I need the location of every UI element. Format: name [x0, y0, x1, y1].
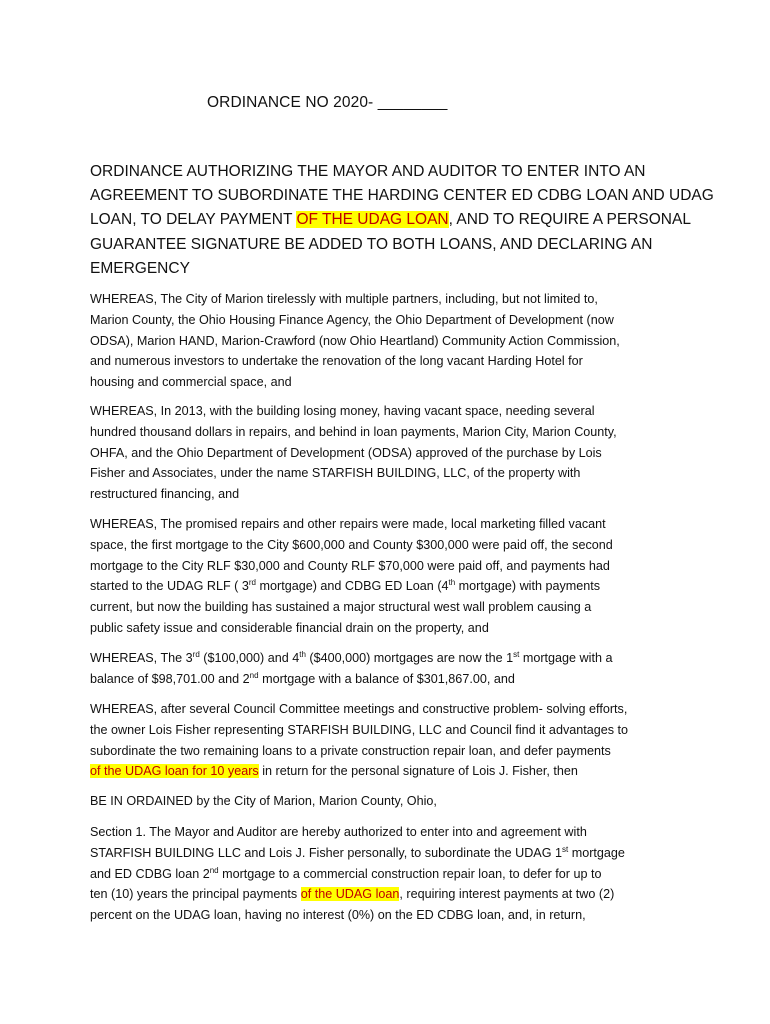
whereas-paragraph-1 [90, 289, 690, 393]
paragraph-line: current, but now the building has sustained a major structural west wall problem causing a [90, 600, 592, 615]
paragraph-line: restructured financing, and [90, 487, 240, 502]
text: ($100,000) and 4 [199, 651, 300, 665]
text: balance of $98,701.00 and 2 [90, 671, 250, 686]
text: mortgage to a commercial construction repair loan, to defer for up to [218, 866, 602, 881]
text: ten (10) years the principal payments [90, 887, 301, 902]
paragraph-line: WHEREAS, The promised repairs and other repairs were made, local marketing filled vacant [90, 517, 606, 531]
paragraph-line: mortgage to the City RLF $30,000 and County RLF $70,000 were paid off, and payments had [90, 558, 610, 573]
paragraph-line: Fisher and Associates, under the name STARFISH BUILDING, LLC, of the property with [90, 466, 581, 481]
paragraph-line: public safety issue and considerable financial drain on the property, and [90, 620, 489, 635]
paragraph-line [90, 669, 690, 690]
paragraph-line: WHEREAS, In 2013, with the building losing money, having vacant space, needing several [90, 404, 595, 418]
title-highlight: OF THE UDAG LOAN [296, 211, 449, 229]
paragraph-line [90, 884, 690, 905]
superscript: rd [248, 578, 257, 588]
superscript: nd [249, 670, 259, 680]
superscript: th [299, 650, 306, 659]
title-line: AGREEMENT TO SUBORDINATE THE HARDING CENTER ED CDBG LOAN AND UDAG [90, 187, 714, 205]
paragraph-line: the owner Lois Fisher representing STARFISH BUILDING, LLC and Council find it advantages to [90, 722, 629, 737]
paragraph-line: and numerous investors to undertake the renovation of the long vacant Harding Hotel for [90, 354, 583, 369]
title-text: LOAN, TO DELAY PAYMENT [90, 211, 297, 229]
paragraph-line: housing and commercial space, and [90, 375, 292, 390]
paragraph-line: subordinate the two remaining loans to a private construction repair loan, and defer payments [90, 743, 611, 758]
whereas-paragraph-4 [90, 648, 690, 690]
paragraph-line: OHFA, and the Ohio Department of Development (ODSA) approved of the purchase by Lois [90, 445, 602, 460]
title-line: ORDINANCE AUTHORIZING THE MAYOR AND AUDITOR TO ENTER INTO AN [90, 163, 646, 180]
paragraph-line: Section 1. The Mayor and Auditor are hereby authorized to enter into and agreement with [90, 825, 587, 839]
ordinance-number: ORDINANCE NO 2020- ________ [207, 94, 448, 111]
text: , requiring interest payments at two (2) [399, 887, 615, 902]
text: mortgage with a balance of $301,867.00, and [258, 671, 515, 686]
text: STARFISH BUILDING LLC and Lois J. Fisher personally, to subordinate the UDAG 1 [90, 845, 562, 860]
paragraph-line [90, 648, 690, 669]
text: mortgage) and CDBG ED Loan (4 [256, 579, 449, 594]
whereas-paragraph-3 [90, 514, 690, 639]
text: mortgage with a [519, 651, 613, 665]
superscript: st [513, 650, 520, 659]
text: mortgage) with payments [455, 579, 601, 594]
superscript: nd [209, 865, 219, 875]
text: started to the UDAG RLF ( 3 [90, 579, 249, 594]
title-line: EMERGENCY [90, 259, 190, 277]
text: mortgage [568, 845, 625, 860]
paragraph-line: WHEREAS, The City of Marion tirelessly with multiple partners, including, but not limited to, [90, 292, 598, 306]
ordinance-title [90, 160, 714, 281]
text: and ED CDBG loan 2 [90, 866, 210, 881]
text: WHEREAS, The 3 [90, 651, 193, 665]
text: ($400,000) mortgages are now the 1 [305, 651, 514, 665]
paragraph-line: WHEREAS, after several Council Committee meetings and constructive problem- solving efforts, [90, 702, 628, 716]
superscript: st [562, 844, 569, 854]
title-line: GUARANTEE SIGNATURE BE ADDED TO BOTH LOANS, AND DECLARING AN [90, 235, 653, 253]
superscript: th [448, 578, 456, 588]
paragraph-line: BE IN ORDAINED by the City of Marion, Marion County, Ohio, [90, 794, 437, 808]
highlighted-text: of the UDAG loan [300, 887, 400, 902]
paragraph-line [90, 576, 690, 597]
paragraph-line: percent on the UDAG loan, having no interest (0%) on the ED CDBG loan, and, in return, [90, 908, 586, 923]
paragraph-line: hundred thousand dollars in repairs, and behind in loan payments, Marion City, Marion County, [90, 424, 617, 439]
section-1-paragraph [90, 822, 690, 926]
paragraph-line: Marion County, the Ohio Housing Finance Agency, the Ohio Department of Development (now [90, 312, 614, 327]
text: in return for the personal signature of Lois J. Fisher, then [258, 764, 578, 779]
paragraph-line: ODSA), Marion HAND, Marion-Crawford (now Ohio Heartland) Community Action Commission, [90, 333, 620, 348]
paragraph-line: space, the first mortgage to the City $600,000 and County $300,000 were paid off, the second [90, 537, 613, 552]
title-text: , AND TO REQUIRE A PERSONAL [448, 211, 691, 229]
highlighted-text: of the UDAG loan for 10 years [90, 764, 259, 779]
paragraph-line [90, 761, 690, 782]
ordained-paragraph [90, 791, 690, 812]
superscript: rd [192, 650, 200, 659]
paragraph-line [90, 864, 690, 885]
title-line [90, 208, 690, 232]
whereas-paragraph-2 [90, 401, 690, 505]
paragraph-line [90, 843, 690, 864]
whereas-paragraph-5 [90, 699, 690, 782]
